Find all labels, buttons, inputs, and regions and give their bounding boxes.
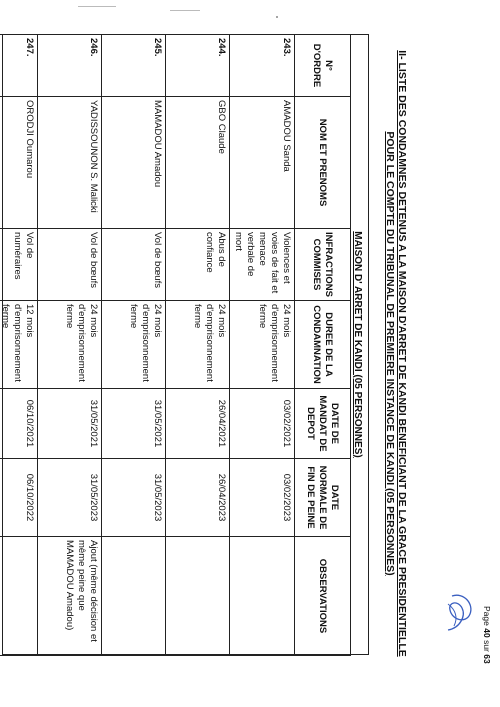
sentence-duration: 24 mois d'emprisonnement ferme [38,301,102,389]
sentence-end-date: 26/04/2023 [166,459,230,537]
warrant-date: 31/05/2021 [102,389,166,459]
sentence-end-date: 03/02/2023 [230,459,295,537]
table-row [102,35,166,656]
sentence-end-date: 31/05/2023 [102,459,166,537]
offense: Abus de confiance [166,229,230,301]
column-header: DATE NORMALE DE FIN DE PEINE [295,459,351,537]
column-header: DUREE DE LA CONDAMNATION [295,301,351,389]
document-title: II- LISTE DES CONDAMNES DETENUS A LA MAISON D'ARRET DE KANDI BENEFICIANT DE LA GRACE PRESIDENTIELLE [396,50,408,657]
sentence-end-date: 06/10/2022 [0,459,38,537]
warrant-date: 06/10/2021 [0,389,38,459]
observation: Ajout (même décision et même peine que MAMADOU Amadou) [38,537,102,656]
offense: Vol de bœufs [38,229,102,301]
prisoner-name: ORODJI Oumarou [0,97,38,229]
column-header: N° D'ORDRE [295,35,351,97]
offense: Violences et voies de fait et menace verbale de mort [230,229,295,301]
table-row [166,35,230,656]
sentence-end-date: 31/05/2023 [38,459,102,537]
sentence-duration: 24 mois d'emprisonnement ferme [230,301,295,389]
column-header: NOM ET PRENOMS [295,97,351,229]
column-header: INFRACTIONS COMMISES [295,229,351,301]
page-current: 40 [482,628,492,638]
order-number: 247. [0,35,38,97]
order-number: 245. [102,35,166,97]
offense: Vol de numéraires [0,229,38,301]
warrant-date: 31/05/2021 [38,389,102,459]
prisoner-name: GBO Claude [166,97,230,229]
offense: Vol de bœufs [102,229,166,301]
page-sep: sur [482,640,492,652]
table-row [230,35,295,656]
order-number: 244. [166,35,230,97]
observation [230,537,295,656]
observation [166,537,230,656]
observation [102,537,166,656]
warrant-date: 26/04/2021 [166,389,230,459]
sentence-duration: 12 mois d'emprisonnement ferme [0,301,38,389]
signature-scribble [442,590,478,634]
prisoner-name: MAMADOU Amadou [102,97,166,229]
column-header: DATE DE MANDAT DE DEPOT [295,389,351,459]
order-number: 246. [38,35,102,97]
sentence-duration: 24 mois d'emprisonnement ferme [166,301,230,389]
prisoner-name: YADISSOUNON S. Malicki [38,97,102,229]
page-prefix: Page [482,606,492,626]
prisoner-name: AMADOU Sanda [230,97,295,229]
sentence-duration: 24 mois d'emprisonnement ferme [102,301,166,389]
order-number: 243. [230,35,295,97]
page-total: 63 [482,654,492,664]
document-subtitle: POUR LE COMPTE DU TRIBUNAL DE PREMIERE INSTANCE DE KANDI (05 PERSONNES) [384,131,396,576]
table-header-row [295,35,351,656]
warrant-date: 03/02/2021 [230,389,295,459]
condemned-table [0,34,351,656]
observation [0,537,38,656]
table-row [38,35,102,656]
table-row [0,35,38,656]
page-number [482,606,492,664]
column-header: OBSERVATIONS [295,537,351,656]
section-heading: MAISON D' ARRET DE KANDI (05 PERSONNES) [352,231,363,458]
